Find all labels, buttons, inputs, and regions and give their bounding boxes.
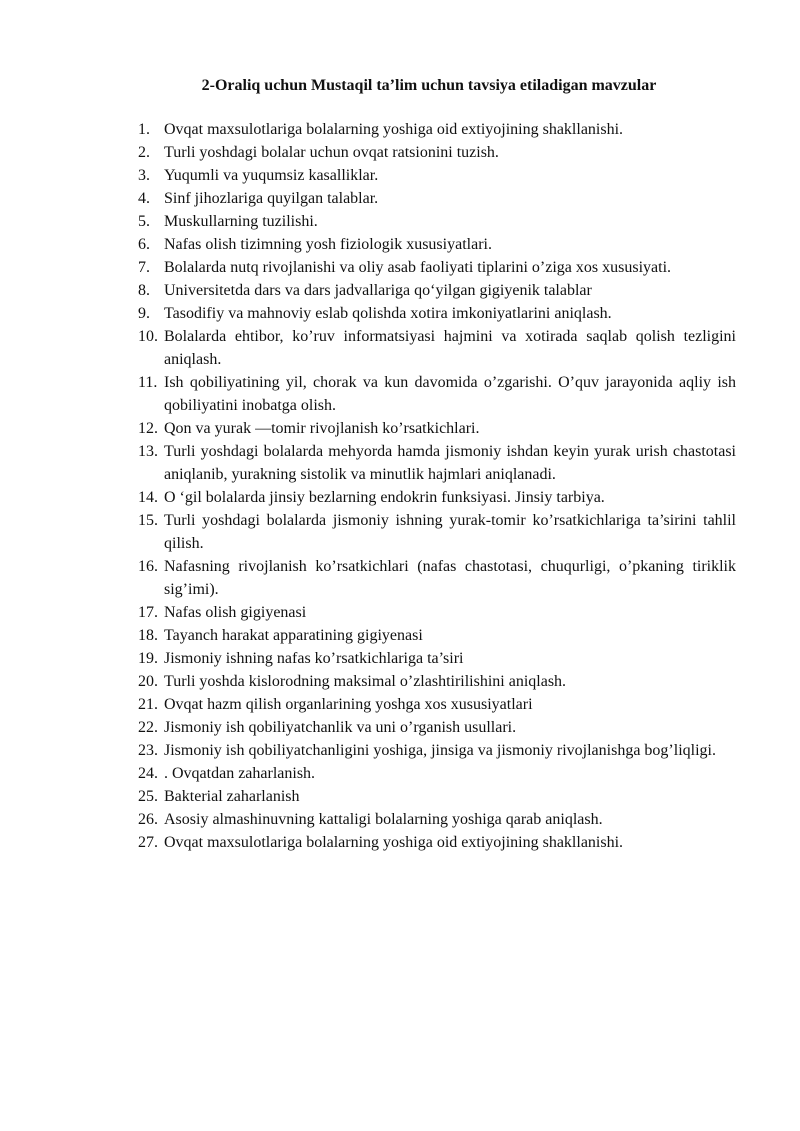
- list-item-number: 7.: [138, 259, 150, 276]
- list-item-text: Turli yoshdagi bolalar uchun ovqat ratsionini tuzish.: [164, 144, 499, 161]
- list-item-text: Bakterial zaharlanish: [164, 788, 300, 805]
- list-item-text: Jismoniy ish qobiliyatchanligini yoshiga, jinsiga va jismoniy rivojlanishga bog’liqligi.: [164, 742, 716, 759]
- list-item-text: Yuqumli va yuqumsiz kasalliklar.: [164, 167, 379, 184]
- list-item-number: 17.: [138, 604, 158, 621]
- list-item: [138, 762, 736, 785]
- list-item: [138, 624, 736, 647]
- list-item: [138, 440, 736, 486]
- list-item-text: Turli yoshdagi bolalarda mehyorda hamda jismoniy ishdan keyin yurak urish chastotasi aniqlanib, yurakning sistolik va minutlik hajmlari aniqlanadi.: [164, 443, 736, 483]
- list-item-number: 8.: [138, 282, 150, 299]
- list-item-text: . Ovqatdan zaharlanish.: [164, 765, 316, 782]
- list-item: [138, 509, 736, 555]
- list-item-number: 20.: [138, 673, 158, 690]
- list-item-number: 4.: [138, 190, 150, 207]
- list-item: [138, 693, 736, 716]
- list-item: [138, 233, 736, 256]
- list-item: [138, 670, 736, 693]
- list-item-number: 10.: [138, 328, 158, 345]
- list-item-text: Ovqat hazm qilish organlarining yoshga xos xususiyatlari: [164, 696, 533, 713]
- list-item-number: 13.: [138, 443, 158, 460]
- list-item-number: 27.: [138, 834, 158, 851]
- list-item: [138, 417, 736, 440]
- list-item-text: Jismoniy ish qobiliyatchanlik va uni o’rganish usullari.: [164, 719, 517, 736]
- list-item: [138, 118, 736, 141]
- list-item: [138, 808, 736, 831]
- list-item-text: Ish qobiliyatining yil, chorak va kun davomida o’zgarishi. O’quv jarayonida aqliy ish qobiliyatini inobatga olish.: [164, 374, 736, 414]
- list-item-number: 16.: [138, 558, 158, 575]
- list-item-text: Turli yoshdagi bolalarda jismoniy ishning yurak-tomir ko’rsatkichlariga ta’sirini tahlil qilish.: [164, 512, 736, 552]
- list-item-number: 19.: [138, 650, 158, 667]
- list-item: [138, 831, 736, 854]
- list-item-number: 2.: [138, 144, 150, 161]
- document-title: 2-Oraliq uchun Mustaqil ta’lim uchun tavsiya etiladigan mavzular: [201, 77, 657, 94]
- list-item-text: Universitetda dars va dars jadvallariga qo‘yilgan gigiyenik talablar: [164, 282, 592, 299]
- list-item: [138, 141, 736, 164]
- list-item: [138, 716, 736, 739]
- list-item-text: Asosiy almashinuvning kattaligi bolalarning yoshiga qarab aniqlash.: [164, 811, 603, 828]
- list-item-number: 24.: [138, 765, 158, 782]
- list-item-text: Ovqat maxsulotlariga bolalarning yoshiga oid extiyojining shakllanishi.: [164, 121, 624, 138]
- list-item-text: Sinf jihozlariga quyilgan talablar.: [164, 190, 379, 207]
- list-item: [138, 647, 736, 670]
- list-item-text: Tayanch harakat apparatining gigiyenasi: [164, 627, 423, 644]
- list-item-text: Bolalarda nutq rivojlanishi va oliy asab faoliyati tiplarini o’ziga xos xususiyati.: [164, 259, 672, 276]
- list-item-text: O ‘gil bolalarda jinsiy bezlarning endokrin funksiyasi. Jinsiy tarbiya.: [164, 489, 605, 506]
- list-item: [138, 279, 736, 302]
- list-item-number: 9.: [138, 305, 150, 322]
- list-item-number: 5.: [138, 213, 150, 230]
- list-item-number: 11.: [138, 374, 158, 391]
- list-item-text: Nafasning rivojlanish ko’rsatkichlari (nafas chastotasi, chuqurligi, o’pkaning tiriklik sig’imi).: [164, 558, 736, 598]
- list-item: [138, 325, 736, 371]
- list-item-number: 18.: [138, 627, 158, 644]
- list-item-number: 25.: [138, 788, 158, 805]
- list-item-number: 23.: [138, 742, 158, 759]
- list-item-number: 1.: [138, 121, 150, 138]
- list-item: [138, 601, 736, 624]
- list-item-text: Tasodifiy va mahnoviy eslab qolishda xotira imkoniyatlarini aniqlash.: [164, 305, 612, 322]
- list-item: [138, 785, 736, 808]
- list-item-number: 22.: [138, 719, 158, 736]
- list-item-text: Bolalarda ehtibor, ko’ruv informatsiyasi hajmini va xotirada saqlab qolish tezligini aniqlash.: [164, 328, 736, 368]
- list-item: [138, 187, 736, 210]
- list-item: [138, 486, 736, 509]
- list-item-text: Nafas olish tizimning yosh fiziologik xususiyatlari.: [164, 236, 492, 253]
- list-item-number: 26.: [138, 811, 158, 828]
- list-item: [138, 256, 736, 279]
- list-item-number: 3.: [138, 167, 150, 184]
- list-item-text: Qon va yurak —tomir rivojlanish ko’rsatkichlari.: [164, 420, 480, 437]
- list-item: [138, 302, 736, 325]
- list-item: [138, 164, 736, 187]
- list-item: [138, 555, 736, 601]
- topic-list: [138, 118, 736, 854]
- list-item-number: 12.: [138, 420, 158, 437]
- list-item-text: Jismoniy ishning nafas ko’rsatkichlariga ta’siri: [164, 650, 464, 667]
- list-item-text: Nafas olish gigiyenasi: [164, 604, 307, 621]
- list-item-number: 15.: [138, 512, 158, 529]
- list-item: [138, 739, 736, 762]
- list-item-number: 21.: [138, 696, 158, 713]
- list-item-number: 6.: [138, 236, 150, 253]
- list-item-number: 14.: [138, 489, 158, 506]
- list-item: [138, 210, 736, 233]
- list-item-text: Ovqat maxsulotlariga bolalarning yoshiga oid extiyojining shakllanishi.: [164, 834, 624, 851]
- list-item-text: Muskullarning tuzilishi.: [164, 213, 318, 230]
- list-item-text: Turli yoshda kislorodning maksimal o’zlashtirilishini aniqlash.: [164, 673, 567, 690]
- list-item: [138, 371, 736, 417]
